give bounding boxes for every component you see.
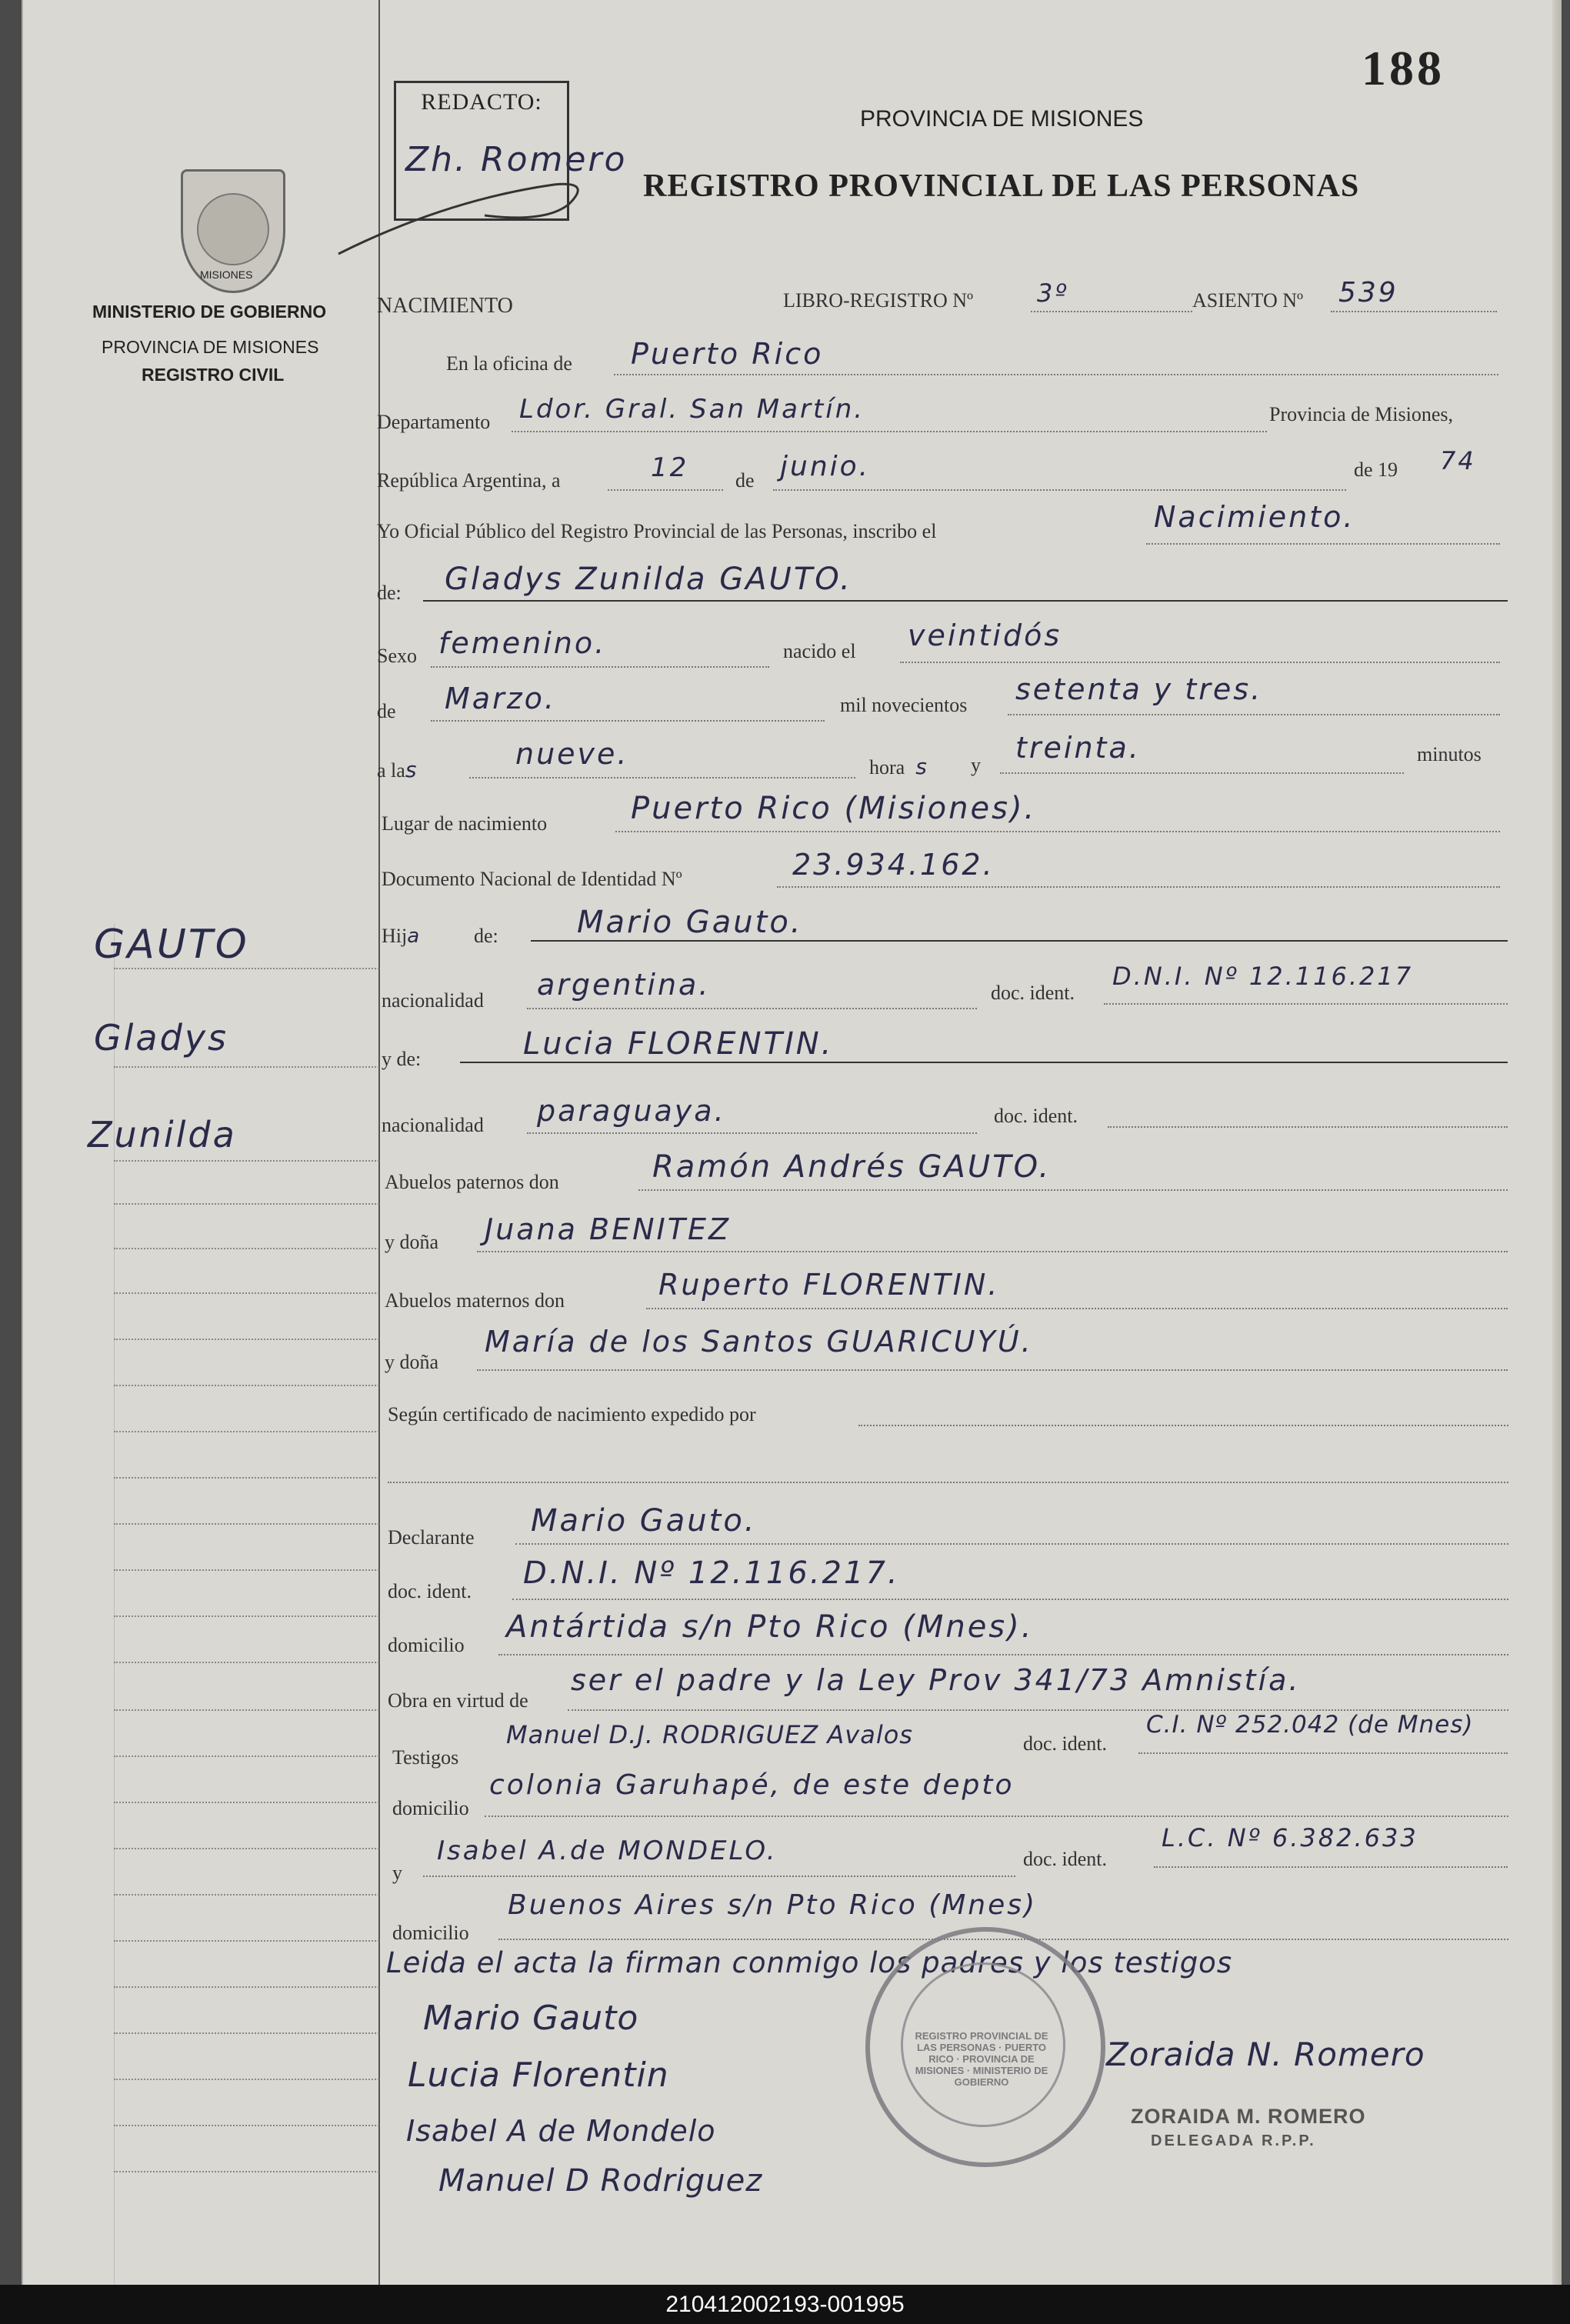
redacto-signature: Zh. Romero <box>405 140 628 179</box>
mes-value: junio. <box>780 451 871 482</box>
document-sheet <box>22 0 1562 2285</box>
abuelos-p-label: Abuelos paternos don <box>385 1171 559 1193</box>
departamento-value: Ldor. Gral. San Martín. <box>519 394 865 425</box>
lugar-value: Puerto Rico (Misiones). <box>631 791 1037 826</box>
nombre-value: Gladys Zunilda GAUTO. <box>445 562 852 597</box>
testigo1-dom-value: colonia Garuhapé, de este depto <box>489 1769 1015 1801</box>
testigos-label: Testigos <box>392 1746 459 1769</box>
madre-nac-value: paraguaya. <box>537 1094 726 1128</box>
image-id-footer: 210412002193-001995 <box>0 2285 1570 2324</box>
abuela-m-value: María de los Santos GUARICUYÚ. <box>485 1325 1033 1359</box>
abuelos-m-label: Abuelos maternos don <box>385 1289 565 1312</box>
lugar-label: Lugar de nacimiento <box>382 812 548 835</box>
margin-surname: GAUTO <box>94 922 249 968</box>
decl-dom-label: domicilio <box>388 1634 465 1656</box>
minutos-label: minutos <box>1417 743 1482 765</box>
oficina-label: En la oficina de <box>446 352 572 375</box>
padre-value: Mario Gauto. <box>577 905 803 940</box>
official-round-stamp <box>865 1927 1105 2167</box>
redacto-label: REDACTO: <box>421 89 542 115</box>
de-year-label: de 19 <box>1354 458 1398 481</box>
republica-label: República Argentina, a <box>377 469 561 492</box>
ministry-line1: MINISTERIO DE GOBIERNO <box>92 302 327 322</box>
madre-nac-label: nacionalidad <box>382 1114 484 1136</box>
signature-padre: Mario Gauto <box>423 1999 639 2038</box>
decl-dom-value: Antártida s/n Pto Rico (Mnes). <box>506 1609 1034 1645</box>
declarante-label: Declarante <box>388 1526 475 1549</box>
departamento-label: Departamento <box>377 411 491 433</box>
minutos-value: treinta. <box>1015 731 1141 765</box>
testigo2-doc-value: L.C. Nº 6.382.633 <box>1162 1823 1418 1852</box>
dni-label: Documento Nacional de Identidad Nº <box>382 868 682 890</box>
dni-value: 23.934.162. <box>792 848 995 882</box>
official-signature: Zoraida N. Romero <box>1106 2036 1425 2073</box>
abuelo-m-value: Ruperto FLORENTIN. <box>658 1268 1000 1302</box>
abuela-m-label: y doña <box>385 1351 439 1373</box>
official-stamp-name: ZORAIDA M. ROMERO <box>1131 2105 1366 2128</box>
header-title: REGISTRO PROVINCIAL DE LAS PERSONAS <box>643 168 1360 204</box>
de-nombre-label: de: <box>377 582 402 604</box>
testigo1-dom-label: domicilio <box>392 1797 469 1819</box>
obra-label: Obra en virtud de <box>388 1689 528 1712</box>
horas-label: hora s <box>869 754 929 779</box>
nacido-value: veintidós <box>908 619 1062 652</box>
decl-doc-label: doc. ident. <box>388 1580 472 1602</box>
padre-nac-value: argentina. <box>537 968 711 1002</box>
year-value: 74 <box>1440 446 1476 475</box>
testigo2-doc-label: doc. ident. <box>1023 1848 1108 1870</box>
nacido-label: nacido el <box>783 640 856 662</box>
madre-doc-label: doc. ident. <box>994 1105 1078 1127</box>
testigo2-value: Isabel A.de MONDELO. <box>437 1836 778 1866</box>
oficina-value: Puerto Rico <box>631 337 824 371</box>
emblem-text: MISIONES <box>200 268 253 281</box>
margin-firstname: Gladys <box>94 1017 229 1059</box>
nacido-mes-value: Marzo. <box>445 682 556 715</box>
padre-doc-label: doc. ident. <box>991 982 1075 1004</box>
abuela-p-label: y doña <box>385 1231 439 1253</box>
provincia-suffix: Provincia de Misiones, <box>1269 403 1454 425</box>
redacto-flourish <box>331 169 608 277</box>
abuela-p-value: Juana BENITEZ <box>485 1212 731 1246</box>
testigo1-value: Manuel D.J. RODRIGUEZ Avalos <box>506 1720 913 1749</box>
signature-madre: Lucia Florentin <box>408 2056 669 2095</box>
official-stamp-role: DELEGADA R.P.P. <box>1151 2132 1316 2149</box>
mil-label: mil novecientos <box>840 694 968 716</box>
signature-testigo2: Isabel A de Mondelo <box>406 2114 716 2148</box>
record-type: NACIMIENTO <box>377 294 513 318</box>
round-stamp-text: REGISTRO PROVINCIAL DE LAS PERSONAS · PUERTO RICO · PROVINCIA DE MISIONES · MINISTERIO DE GOBIERNO <box>915 2030 1048 2088</box>
testigo1-doc-value: C.I. Nº 252.042 (de Mnes) <box>1146 1711 1474 1739</box>
padre-nac-label: nacionalidad <box>382 989 484 1012</box>
horas-suffix: s <box>915 754 929 779</box>
ala-suffix: s <box>405 757 419 782</box>
page-edge <box>1552 0 1562 2285</box>
ministry-line3: REGISTRO CIVIL <box>142 365 285 385</box>
obra-value: ser el padre y la Ley Prov 341/73 Amnistía. <box>571 1663 1301 1697</box>
leida-value: Leida el acta la firman conmigo los padres y los testigos <box>386 1946 1233 1979</box>
province-emblem <box>181 169 285 293</box>
declarante-value: Mario Gauto. <box>531 1503 757 1539</box>
de-label: de <box>735 469 755 492</box>
signature-testigo1: Manuel D Rodriguez <box>438 2163 763 2199</box>
hora-value: nueve. <box>515 737 629 771</box>
dia-value: 12 <box>651 452 689 483</box>
testigo2-dom-value: Buenos Aires s/n Pto Rico (Mnes) <box>508 1889 1038 1921</box>
sexo-label: Sexo <box>377 645 417 667</box>
ministry-line2: PROVINCIA DE MISIONES <box>102 337 319 357</box>
sexo-value: femenino. <box>438 626 607 660</box>
testigo1-doc-label: doc. ident. <box>1023 1732 1108 1755</box>
asiento-label: ASIENTO Nº <box>1192 289 1304 312</box>
decl-doc-value: D.N.I. Nº 12.116.217. <box>523 1555 900 1591</box>
testigo2-dom-label: domicilio <box>392 1922 469 1944</box>
margin-rule <box>378 0 380 2285</box>
hijo-de-label: de: <box>474 925 498 947</box>
de-mes-label: de <box>377 700 396 722</box>
testigo2-y-label: y <box>392 1862 402 1884</box>
header-province: PROVINCIA DE MISIONES <box>860 106 1144 132</box>
segun-label: Según certificado de nacimiento expedido por <box>388 1403 756 1425</box>
y-de-label: y de: <box>382 1048 422 1070</box>
page-number: 188 <box>1362 41 1445 95</box>
libro-value: 3º <box>1037 278 1069 308</box>
y-label: y <box>971 754 981 776</box>
madre-value: Lucia FLORENTIN. <box>523 1026 834 1062</box>
libro-label: LIBRO-REGISTRO Nº <box>783 289 974 312</box>
margin-middlename: Zunilda <box>88 1114 237 1155</box>
inscribo-value: Nacimiento. <box>1154 500 1355 534</box>
anio-value: setenta y tres. <box>1015 672 1263 706</box>
hijo-suffix: a <box>407 925 422 948</box>
ala-label: a las <box>377 757 419 782</box>
hijo-label: Hija <box>382 925 422 948</box>
padre-doc-value: D.N.I. Nº 12.116.217 <box>1112 962 1414 991</box>
oficial-text: Yo Oficial Público del Registro Provincial de las Personas, inscribo el <box>377 520 937 542</box>
abuelo-p-value: Ramón Andrés GAUTO. <box>652 1149 1052 1185</box>
asiento-value: 539 <box>1338 277 1398 308</box>
